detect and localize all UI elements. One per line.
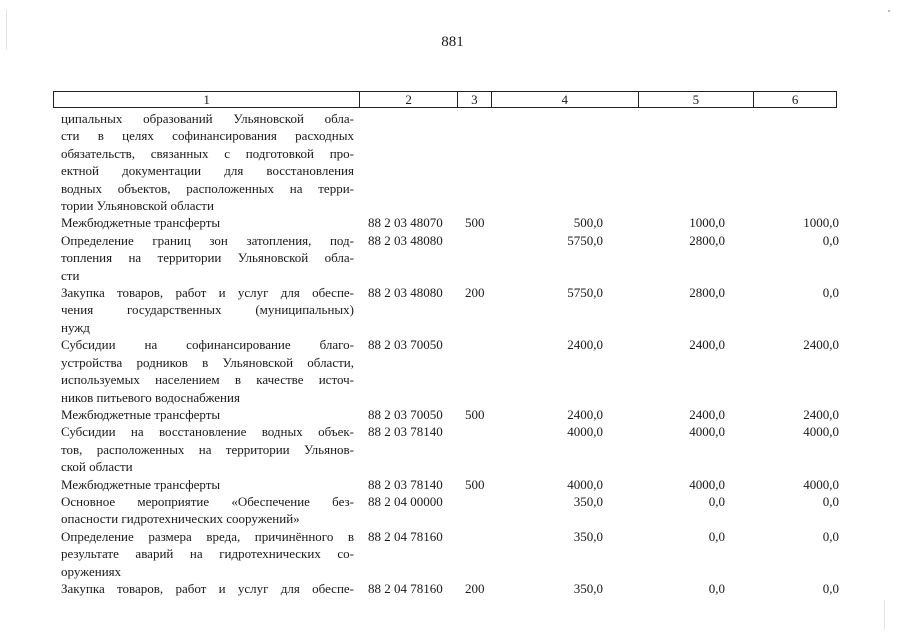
row-code: 88 2 03 48080: [368, 232, 443, 248]
description-line: тории Ульяновской области: [61, 198, 214, 214]
description-line: сти: [61, 267, 80, 283]
row-code: 88 2 03 48080: [368, 285, 443, 301]
row-code: [368, 110, 465, 214]
scan-speck: [888, 10, 890, 12]
description-line: Межбюджетные трансферты: [61, 215, 221, 231]
table-row: [0, 336, 905, 406]
row-value-1: 2400,0: [567, 406, 603, 422]
row-type: 500: [465, 215, 485, 231]
description-line: оружениях: [61, 563, 122, 579]
row-description: [61, 423, 354, 475]
row-value-1: 5750,0: [567, 285, 603, 301]
description-line: ников питьевого водоснабжения: [61, 389, 240, 405]
row-code: 88 2 04 00000: [368, 493, 443, 509]
row-value-2: 4000,0: [689, 476, 725, 492]
row-code: 88 2 03 70050: [368, 337, 443, 353]
description-line: Субсидии на софинансирование благо-: [61, 337, 354, 353]
row-value-2: 2400,0: [689, 337, 725, 353]
description-line: Закупка товаров, работ и услуг для обеспе-: [61, 580, 354, 596]
row-value-2: 4000,0: [689, 424, 725, 440]
row-description: [61, 580, 354, 597]
description-line: результате аварий на гидротехнических со-: [61, 546, 354, 562]
description-line: Определение размера вреда, причинённого в: [61, 528, 354, 544]
row-value-2: 2800,0: [689, 232, 725, 248]
header-col-1: 1: [54, 92, 360, 107]
row-value-3: 0,0: [822, 493, 839, 509]
row-value-1: 350,0: [573, 493, 603, 509]
table-row: [0, 214, 905, 231]
description-line: Субсидии на восстановление водных объек-: [61, 424, 354, 440]
description-line: Закупка товаров, работ и услуг для обеспе-: [61, 285, 354, 301]
row-value-3: 4000,0: [803, 476, 839, 492]
page-number: 881: [441, 34, 464, 50]
row-value-3: 0,0: [822, 232, 839, 248]
row-type: [465, 232, 505, 284]
row-type: 200: [465, 285, 485, 301]
row-description: [61, 284, 354, 336]
row-value-2: 0,0: [708, 528, 725, 544]
description-line: Межбюджетные трансферты: [61, 476, 221, 492]
description-line: тов, расположенных на территории Ульянов-: [61, 441, 354, 457]
table-row: [0, 580, 905, 597]
description-line: обязательств, связанных с подготовкой про-: [61, 145, 354, 161]
table-row: [0, 528, 905, 580]
description-line: Определение границ зон затопления, под-: [61, 232, 354, 248]
row-value-2: 1000,0: [689, 215, 725, 231]
description-line: опасности гидротехнических сооружений»: [61, 511, 300, 527]
row-type: [465, 110, 505, 214]
table-row: [0, 493, 905, 528]
row-description: [61, 214, 354, 231]
row-value-3: 2400,0: [803, 406, 839, 422]
table-row: [0, 110, 905, 214]
description-line: чения государственных (муниципальных): [61, 302, 354, 318]
row-code: 88 2 03 48070: [368, 215, 443, 231]
table-row: [0, 406, 905, 423]
row-code: 88 2 03 78140: [368, 476, 443, 492]
row-value-3: 0,0: [822, 580, 839, 596]
row-type: [465, 528, 505, 580]
row-value-1: [505, 110, 603, 214]
table-row: [0, 476, 905, 493]
description-line: топления на территории Ульяновской обла-: [61, 250, 354, 266]
header-col-5: 5: [639, 92, 755, 107]
description-line: устройства родников в Ульяновской области,: [61, 354, 354, 370]
table-body: [0, 110, 905, 597]
row-description: [61, 336, 354, 406]
table-row: [0, 423, 905, 475]
row-value-3: [725, 110, 839, 214]
row-code: 88 2 04 78160: [368, 528, 443, 544]
description-line: ской области: [61, 459, 133, 475]
table-row: [0, 284, 905, 336]
row-value-2: 0,0: [708, 493, 725, 509]
table-header: [53, 91, 837, 108]
row-description: [61, 493, 354, 528]
row-value-2: 2400,0: [689, 406, 725, 422]
row-value-1: 4000,0: [567, 476, 603, 492]
row-code: 88 2 03 70050: [368, 406, 443, 422]
description-line: ципальных образований Ульяновской обла-: [61, 111, 354, 126]
row-value-1: 350,0: [573, 580, 603, 596]
description-line: сти в целях софинансирования расходных: [61, 128, 354, 144]
row-type: 500: [465, 406, 485, 422]
description-line: ектной документации для восстановления: [61, 163, 354, 179]
description-line: водных объектов, расположенных на терри-: [61, 180, 354, 196]
description-line: Межбюджетные трансферты: [61, 406, 221, 422]
row-type: [465, 336, 505, 406]
row-value-2: [603, 110, 725, 214]
row-value-3: 2400,0: [803, 337, 839, 353]
scan-edge: [6, 10, 7, 50]
row-description: [61, 232, 354, 284]
header-col-6: 6: [791, 92, 799, 107]
row-code: 88 2 03 78140: [368, 424, 443, 440]
row-description: [61, 528, 354, 580]
row-type: 200: [465, 580, 485, 596]
row-value-2: 2800,0: [689, 285, 725, 301]
row-description: [61, 110, 354, 214]
row-description: [61, 476, 354, 493]
row-value-3: 0,0: [822, 285, 839, 301]
row-type: 500: [465, 476, 485, 492]
row-value-1: 5750,0: [567, 232, 603, 248]
row-value-2: 0,0: [708, 580, 725, 596]
row-value-1: 2400,0: [567, 337, 603, 353]
row-description: [61, 406, 354, 423]
header-col-4: 4: [492, 92, 639, 107]
row-value-3: 0,0: [822, 528, 839, 544]
row-code: 88 2 04 78160: [368, 580, 443, 596]
row-value-3: 4000,0: [803, 424, 839, 440]
table-row: [0, 232, 905, 284]
row-value-1: 4000,0: [567, 424, 603, 440]
row-value-3: 1000,0: [803, 215, 839, 231]
row-value-1: 350,0: [573, 528, 603, 544]
header-col-3: 3: [458, 92, 492, 107]
description-line: нужд: [61, 319, 90, 335]
row-value-1: 500,0: [573, 215, 603, 231]
row-type: [465, 493, 505, 528]
description-line: Основное мероприятие «Обеспечение без-: [61, 493, 354, 509]
description-line: используемых населением в качестве источ-: [61, 372, 354, 388]
row-type: [465, 423, 505, 475]
scan-edge: [884, 600, 885, 630]
header-col-2: 2: [360, 92, 458, 107]
